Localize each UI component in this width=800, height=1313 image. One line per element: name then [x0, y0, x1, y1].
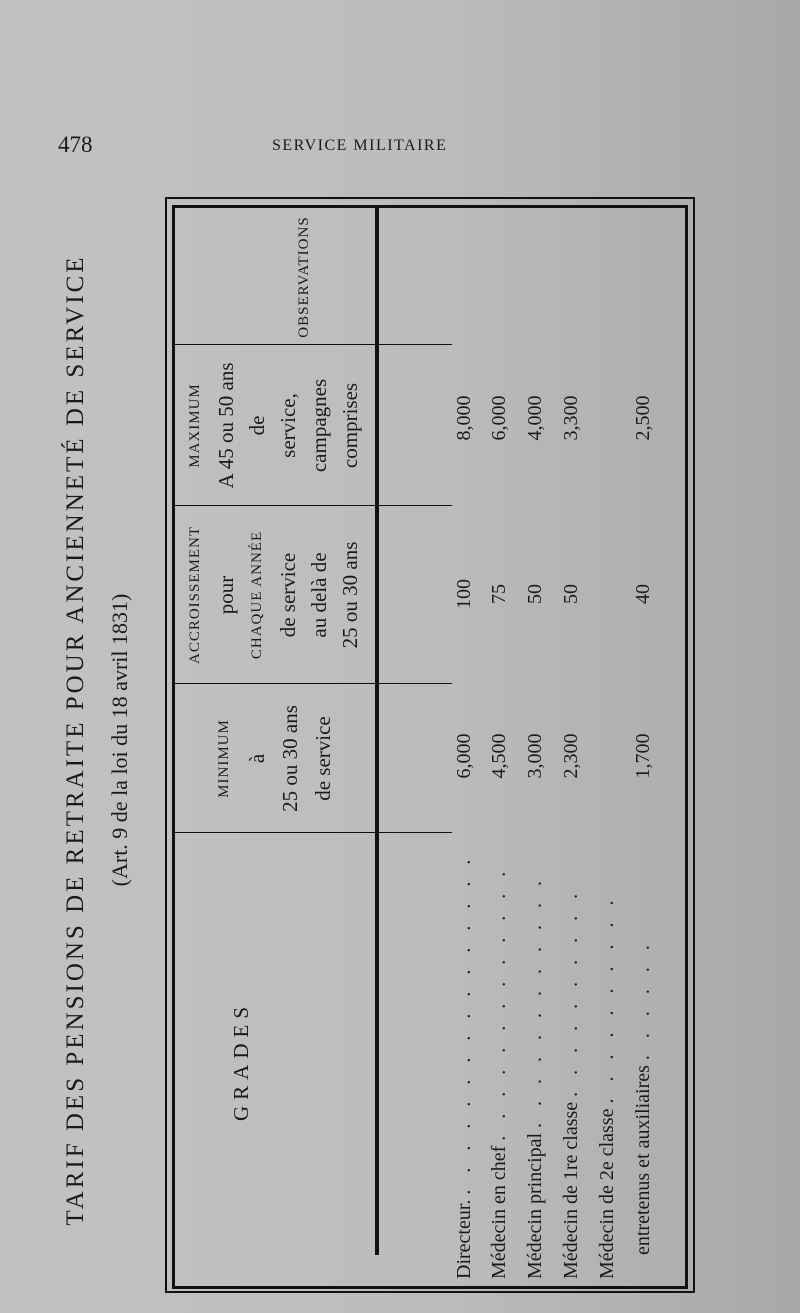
table-row [524, 209, 560, 1279]
minimum-cell: 1,700 [632, 733, 654, 779]
running-header [0, 132, 800, 164]
accroissement-cell: 50 [524, 584, 546, 604]
maximum-cell: 2,500 [632, 395, 654, 441]
header-observations: OBSERVATIONS [296, 216, 312, 338]
accroissement-cell: 100 [453, 579, 475, 609]
minimum-cell: 2,300 [560, 733, 582, 779]
table-title: TARIF DES PENSIONS DE RETRAITE POUR ANCIENNETÉ DE SERVICE [62, 254, 89, 1226]
header-rule [375, 205, 379, 1255]
accroissement-cell: 50 [560, 584, 582, 604]
grade-cell: Médecin en chef . . . . . . . . . . . . . [488, 865, 510, 1279]
maximum-cell: 6,000 [488, 395, 510, 441]
table-row [560, 209, 596, 1279]
accroissement-cell: 75 [488, 584, 510, 604]
table-subtitle: (Art. 9 de la loi du 18 avril 1831) [107, 593, 132, 887]
table-row [488, 209, 524, 1279]
grade-cell: Médecin principal . . . . . . . . . . . . [524, 874, 546, 1279]
header-accroissement: ACCROISSEMENT pour CHAQUE ANNÉE de service au delà de 25 ou 30 ans [187, 525, 362, 665]
table-row [453, 209, 489, 1279]
maximum-cell: 3,300 [560, 395, 582, 441]
page-number: 478 [58, 132, 93, 157]
grade-cell: Médecin de 1re classe . . . . . . . . . . [560, 887, 582, 1279]
header-grades: GRADES [229, 1001, 253, 1122]
minimum-cell: 6,000 [453, 733, 475, 779]
grade-cell: Directeur. . . . . . . . . . . . . . . . . [453, 853, 475, 1279]
grade-cell: entretenus et auxiliaires . . . . . . [632, 939, 654, 1255]
running-title: SERVICE MILITAIRE [272, 137, 448, 154]
maximum-cell: 4,000 [524, 395, 546, 441]
accroissement-cell: 40 [632, 584, 654, 604]
header-maximum: MAXIMUM A 45 ou 50 ans de service, campagnes comprises [187, 362, 362, 489]
minimum-cell: 4,500 [488, 733, 510, 779]
grade-cell: Médecin de 2e classe . . . . . . . . . . [596, 894, 618, 1279]
maximum-cell: 8,000 [453, 395, 475, 441]
table-row [596, 209, 632, 1279]
minimum-cell: 3,000 [524, 733, 546, 779]
header-minimum: MINIMUM à 25 ou 30 ans de service [216, 705, 335, 812]
pension-table-block [50, 185, 770, 1295]
table-row [632, 209, 668, 1279]
